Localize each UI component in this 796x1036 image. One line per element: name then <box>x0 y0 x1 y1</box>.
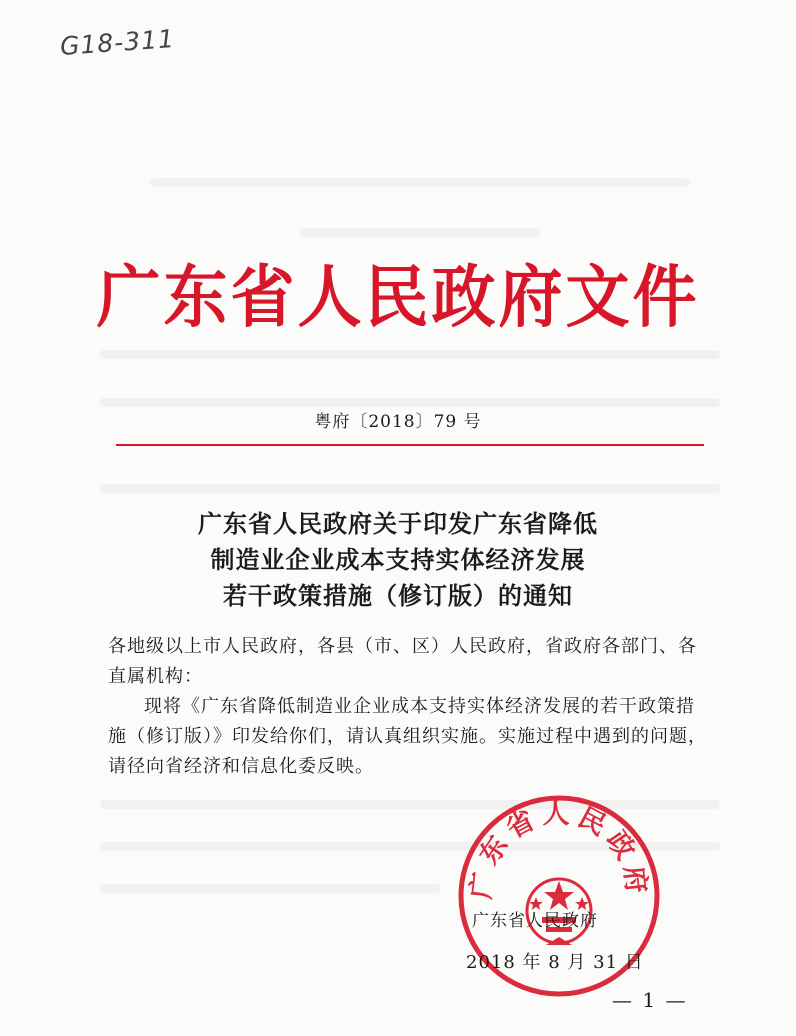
issuing-authority: 广东省人民政府 <box>472 911 598 931</box>
bleed-through-line <box>300 228 540 237</box>
body-paragraph: 现将《广东省降低制造业企业成本支持实体经济发展的若干政策措施（修订版）》印发给你们，请认真组织实施。实施过程中遇到的问题，请径向省经济和信息化委反映。 <box>108 696 707 777</box>
bleed-through-line <box>150 178 690 187</box>
page-number: — 1 — <box>612 988 688 1012</box>
seal-text: 广东省人民政府 <box>465 799 653 901</box>
bleed-through-line <box>100 398 720 407</box>
bleed-through-line <box>100 484 720 493</box>
document-number: 粤府〔2018〕79 号 <box>314 412 482 432</box>
document-header-title: 广东省人民政府文件 <box>96 258 700 338</box>
notice-title-line: 制造业企业成本支持实体经济发展 <box>210 546 586 574</box>
notice-title-line: 若干政策措施（修订版）的通知 <box>223 582 573 610</box>
notice-title <box>0 506 796 614</box>
bleed-through-line <box>100 884 440 893</box>
notice-title-line: 广东省人民政府关于印发广东省降低 <box>198 510 598 538</box>
signing-date: 2018 年 8 月 31 日 <box>466 952 644 973</box>
bleed-through-line <box>100 350 720 359</box>
notice-body <box>108 632 708 782</box>
handwritten-note: G18-311 <box>59 24 176 61</box>
red-divider-line <box>116 444 704 446</box>
salutation: 各地级以上市人民政府，各县（市、区）人民政府，省政府各部门、各直属机构： <box>108 636 697 687</box>
